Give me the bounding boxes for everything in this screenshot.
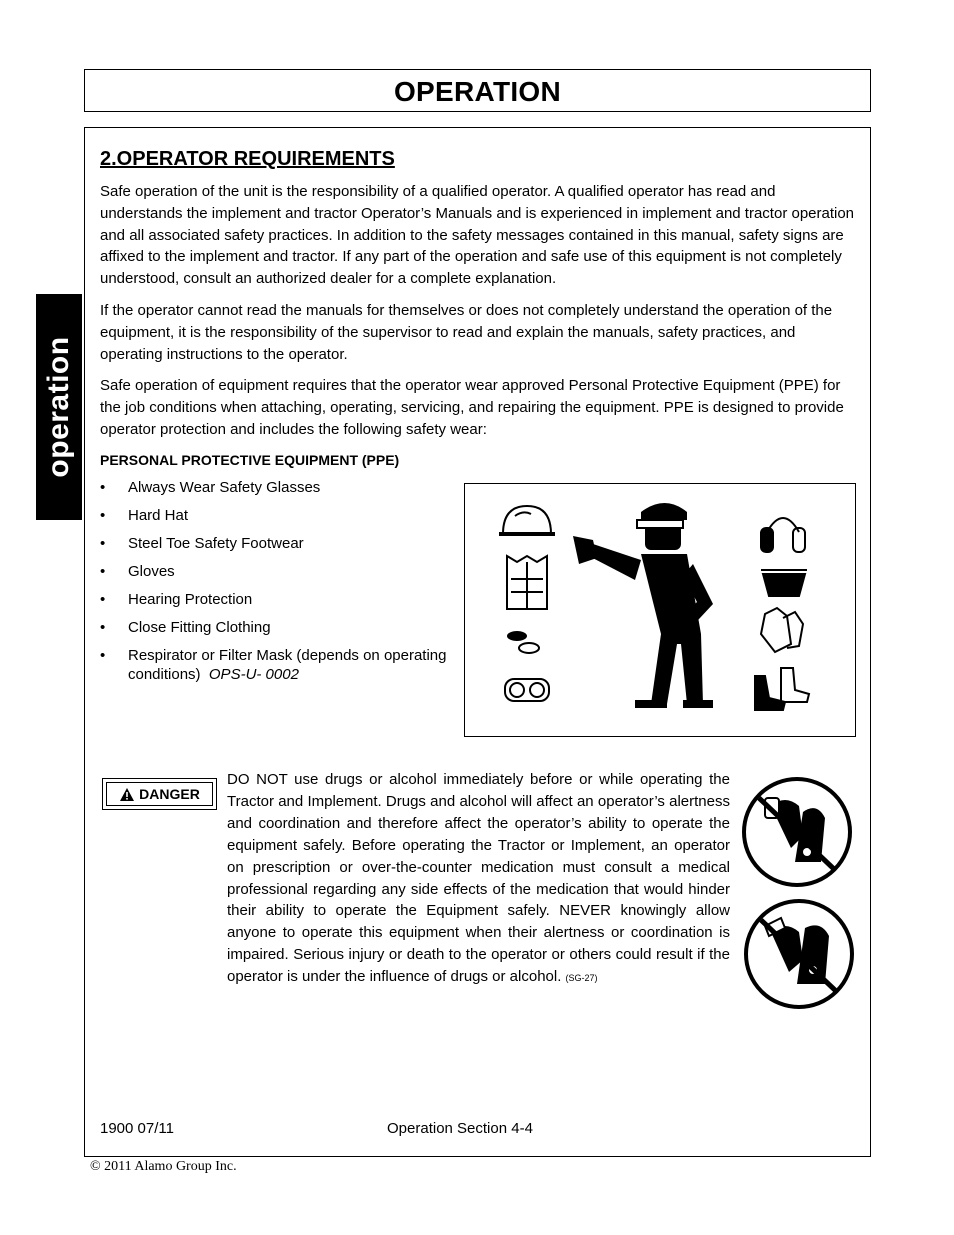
ppe-item-label: Hard Hat [128,507,189,524]
section-title: 2.OPERATOR REQUIREMENTS [100,148,395,170]
work-gloves-icon [761,608,803,652]
copyright: © 2011 Alamo Group Inc. [90,1159,237,1174]
bullet: • [100,619,106,636]
ppe-figure-icon [465,484,855,736]
list-item [100,646,450,684]
list-item [100,478,450,506]
warning-triangle-icon [119,787,135,802]
safety-goggles-icon [505,679,549,701]
ear-plugs-icon [507,631,539,653]
list-item [100,534,450,562]
ppe-item-label: Always Wear Safety Glasses [128,479,321,496]
respirator-mask-icon [761,570,807,596]
danger-badge [102,778,217,810]
footer-model-date: 1900 07/11 [100,1120,174,1137]
danger-message [227,769,730,990]
paragraph-supervisor: If the operator cannot read the manuals for themselves or does not completely understand the operation of the equipment, it is the responsibility of the supervisor to read and explain the manuals, safety practices, and operating instructions to the operator. [100,302,833,363]
side-section-tab [36,294,82,520]
earmuffs-icon [761,518,805,552]
bullet: • [100,479,106,496]
page-header [84,69,871,112]
bullet: • [100,591,106,608]
bullet: • [100,507,106,524]
bullet: • [100,535,106,552]
ppe-illustration [464,483,856,737]
ppe-reference: OPS-U- 0002 [208,666,299,683]
paragraph-ppe-intro: Safe operation of equipment requires that the operator wear approved Personal Protective Equipment (PPE) for the job conditions when attaching, operating, servicing, and repairing the equipment. PPE is designed to provide operator protection and includes the following safety wear: [100,377,844,438]
no-alcohol-icon [741,776,853,888]
list-item [100,618,450,646]
list-item [100,506,450,534]
hard-hat-icon [499,506,555,534]
ppe-list [100,478,450,684]
safety-vest-icon [507,556,547,609]
no-drugs-icon [743,898,855,1010]
steel-toe-boots-icon [755,668,809,710]
ppe-item-label: Respirator or Filter Mask (depends on operating conditions) [128,647,447,683]
content-frame [84,127,871,1157]
ppe-item-label: Close Fitting Clothing [128,619,271,636]
danger-label: DANGER [139,786,200,802]
bullet: • [100,647,106,664]
bullet: • [100,563,106,580]
side-tab-label: operation [42,336,75,478]
page-title: OPERATION [393,76,562,107]
list-item [100,590,450,618]
ppe-heading: PERSONAL PROTECTIVE EQUIPMENT (PPE) [100,452,400,468]
ppe-item-label: Hearing Protection [128,591,253,608]
footer-section-page: Operation Section 4-4 [387,1120,533,1137]
ppe-item-label: Gloves [128,563,175,580]
worker-figure-icon [573,503,713,708]
ppe-item-label: Steel Toe Safety Footwear [128,535,304,552]
paragraph-qualified-operator: Safe operation of the unit is the responsibility of a qualified operator. A qualified operator has read and understands the implement and tractor Operator’s Manuals and is experienced in implement and tractor operation and all associated safety practices. In addition to the safety messages contained in this manual, safety signs are affixed to the implement and tractor. If any part of the operation and safe use of this equipment is not completely understood, consult an authorized dealer for a complete explanation. [100,183,855,288]
list-item [100,562,450,590]
danger-reference: (SG-27) [565,973,598,984]
danger-text: DO NOT use drugs or alcohol immediately before or while operating the Tractor and Implement. Drugs and alcohol will affect an operator’s alertness and coordination and therefore affect the operator’s ability to operate the equipment safely. Before operating the Tractor or Implement, an operator on prescription or over-the-counter medication must consult a medical professional regarding any side effects of the medication that would hinder their ability to operate the Equipment safely. NEVER knowingly allow anyone to operate this equipment when their alertness or coordination is impaired. Serious injury or death to the operator or others could result if the operator is under the influence of drugs or alcohol. [227,771,730,986]
